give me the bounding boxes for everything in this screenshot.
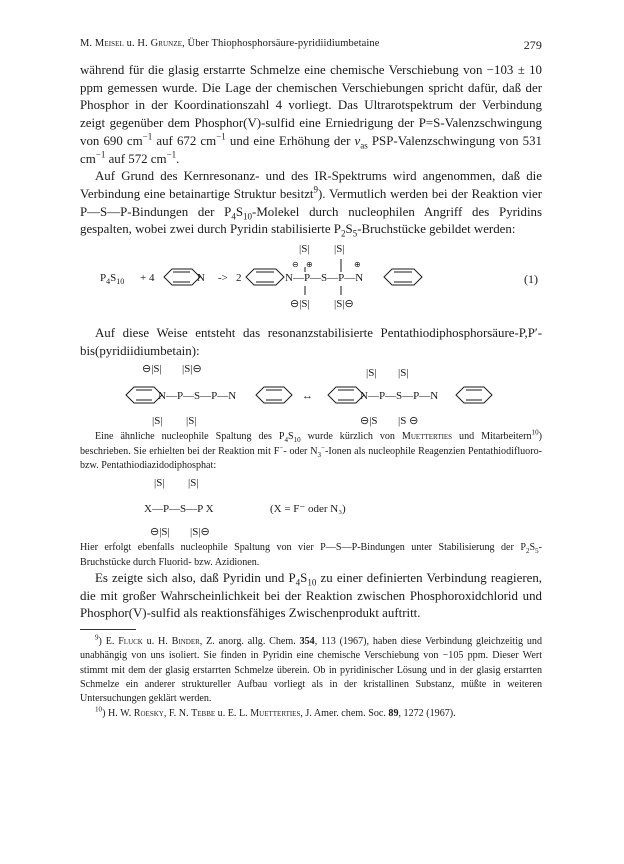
paragraph-betaine-structure: Auf Grund des Kernresonanz- und des IR-Spektrums wird angenommen, daß die Verbindung eine betainartige Struktur besitzt$^9$). Vermutlich werden bei der Reaktion vier P—S—P-Bindungen der $P_4S_{10}$-Molekel durch nucleophilen Angriff des Pyridins gespalten, wobei zwei durch Pyridin stabilisierte $P_2S_5$-Bruchstücke gebildet werden: (80, 169, 542, 239)
charge-plus-1: ⊕ (306, 260, 313, 270)
res-left-chain: N—P—S—P—N (158, 390, 237, 403)
res-left-pyridine-right (256, 387, 292, 403)
res-right-chain: N—P—S—P—N (360, 390, 439, 403)
s-bottom-left: ⊖|S| (290, 298, 310, 311)
footnote-rule (80, 629, 136, 630)
paragraph-nmr-ir: während für die glasig erstarrte Schmelze eine chemische Verschiebung von −103 ± 10 ppm gemessen wurde. Die Lage der chemischen Verschiebungen spricht dafür, daß der Phosphor in der Koordinationszahl 4 vorliegt. Das Ultrarotspektrum der Verbindung zeigt gegenüber dem Phosphor(V)-sulfid eine Erniedrigung der P=S-Valenzschwingung von 690 $cm^{-1}$ auf 672 $cm^{-1}$ und eine Erhöhung der $\nu_{as}$ PSP-Valenzschwingung von 531 $cm^{-1}$ auf 572 $cm^{-1}$. (80, 63, 542, 166)
journal-page (80, 38, 542, 721)
pyridine-ring-right (384, 269, 422, 285)
footnote-9: $^9$) E. Fluck u. H. Binder, Z. anorg. allg. Chem. 354, 113 (1967), haben diese Verbindung gleichzeitig und unabhängig von uns isoliert. Sie finden in Pyridin eine chemische Verschiebung von −105 ppm. Dieser Wert stimmt mit dem der glasig erstarrten Schmelze überein. Ob in pyridinischer Lösung und in der glasig erstarrten Schmelze ein anderer struktureller Aufbau vorliegt als in der kristallinen Substanz, müßte in weiteren Untersuchungen geklärt werden. (80, 633, 542, 705)
reaction-scheme-1-graphic (80, 239, 542, 325)
res-left-s4: |S| (186, 415, 197, 428)
page-number: 279 (523, 38, 542, 52)
paragraph-resonance: Auf diese Weise entsteht das resonanzstabilisierte Pentathiodiphosphorsäure-P,P′-bis(pyridiidiumbetain): (80, 326, 542, 358)
res-right-s2: |S| (398, 367, 409, 380)
res-right-s3: ⊖|S (360, 415, 378, 428)
res-right-s4: |S ⊖ (398, 415, 419, 428)
product-coefficient: 2 (236, 272, 242, 285)
resonance-scheme-graphic (80, 360, 542, 430)
res-left-pyridine-left (126, 387, 162, 403)
running-title: M. Meisel u. H. Grunze, Über Thiophosphorsäure-pyridiidiumbetaine (80, 38, 380, 49)
resonance-scheme (80, 360, 542, 430)
anion-s4: |S|⊖ (190, 526, 210, 539)
paragraph-muetterties: Eine ähnliche nucleophile Spaltung des $P_4S_{10}$ wurde kürzlich von Muetterties und Mitarbeitern$^{10}$) beschrieben. Sie erhielten bei der Reaktion mit F−- oder $N_3^-$-Ionen als nucleophile Reagenzien Pentathiodifluoro- bzw. Pentathiodiazidodiphosphat: (80, 429, 542, 472)
pyridine-ring-left (246, 269, 284, 285)
product-chain: N—P—S—P—N (285, 272, 364, 285)
running-header (80, 38, 542, 54)
paragraph-fluoride: Hier erfolgt ebenfalls nucleophile Spaltung von vier P—S—P-Bindungen unter Stabilisierung der $P_2S_5$-Bruchstücke durch Fluorid- bzw. Azidionen. (80, 542, 542, 568)
anion-scheme-graphic (80, 473, 542, 541)
res-left-s1: ⊖|S| (142, 363, 162, 376)
anion-legend: (X = F⁻ oder N₃) (270, 503, 346, 516)
resonance-arrow: ↔ (302, 390, 313, 403)
anion-scheme (80, 473, 542, 541)
equation-number: (1) (524, 272, 538, 287)
s-top-left: |S| (299, 243, 310, 256)
plus-coefficient: + 4 (140, 272, 155, 285)
paragraph-conclusion: Es zeigte sich also, daß Pyridin und $P_4S_{10}$ zu einer definierten Verbindung reagieren, die mit großer Wahrscheinlichkeit bei der Reaktion zwischen Phosphoroxidchlorid und Phosphor(V)-sulfid als reaktionsfähiges Zwischenprodukt auftritt. (80, 570, 542, 621)
anion-s2: |S| (188, 477, 199, 490)
charge-minus-1: ⊖ (292, 260, 299, 270)
reaction-scheme-1 (80, 239, 542, 325)
res-right-pyridine-right (456, 387, 492, 403)
res-left-s2: |S|⊖ (182, 363, 202, 376)
res-right-s1: |S| (366, 367, 377, 380)
pyridine-n: N (197, 272, 205, 285)
s-top-right: |S| (334, 243, 345, 256)
charge-plus-2: ⊕ (354, 260, 361, 270)
reactant-p4s10: $P_4S_{10}$ (100, 272, 125, 287)
s-bottom-right: |S|⊖ (334, 298, 354, 311)
anion-s3: ⊖|S| (150, 526, 170, 539)
pyridine-ring-reactant (164, 269, 200, 285)
res-left-s3: |S| (152, 415, 163, 428)
footnote-10: $^{10}$) H. W. Roesky, F. N. Tebbe u. E. L. Muetterties, J. Amer. chem. Soc. 89, 1272 (1967). (95, 705, 456, 719)
res-right-pyridine-left (328, 387, 364, 403)
anion-s1: |S| (154, 477, 165, 490)
anion-chain: X—P—S—P X (144, 503, 214, 516)
reaction-arrow: -> (218, 272, 228, 285)
